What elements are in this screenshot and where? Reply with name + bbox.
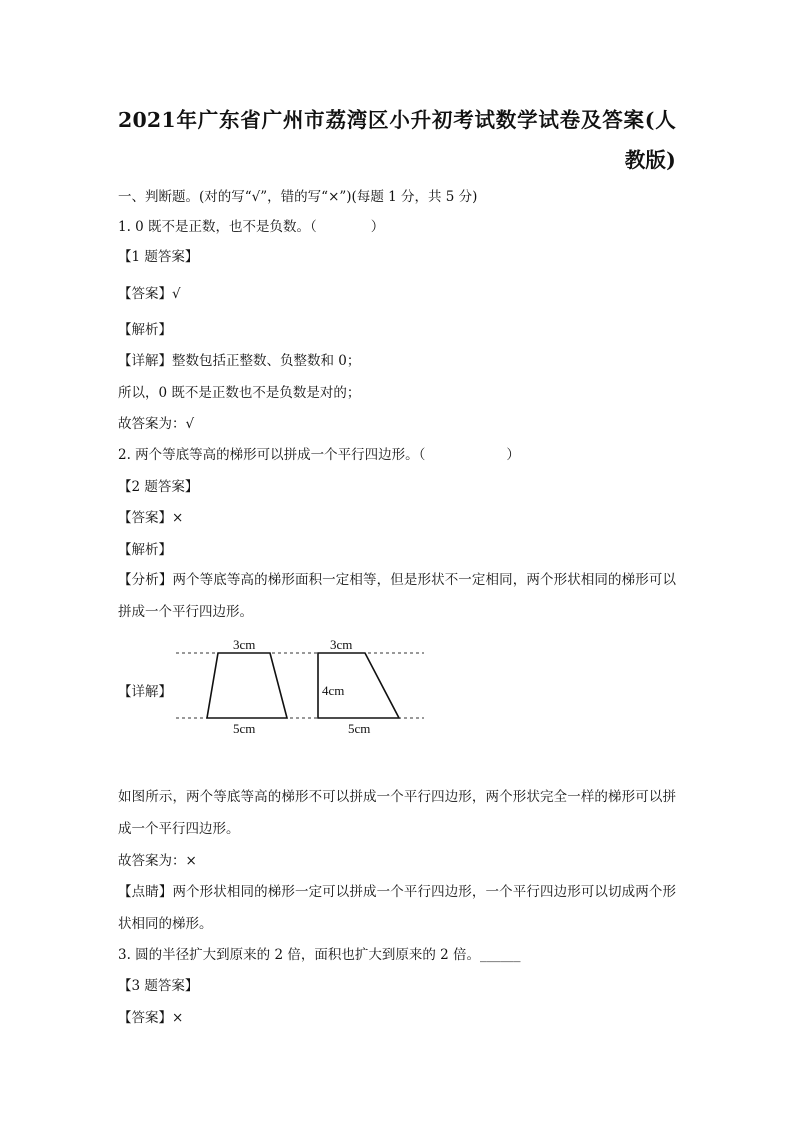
- q2-tag: 【2 题答案】: [118, 479, 199, 495]
- q3-answer: 【答案】×: [118, 1010, 184, 1026]
- q2-question: 2. 两个等底等高的梯形可以拼成一个平行四边形。（ ）: [118, 447, 520, 463]
- q1-conclusion: 故答案为：√: [118, 416, 195, 432]
- height-label: 4cm: [322, 683, 345, 698]
- document-title: [118, 100, 676, 180]
- q1-tag: 【1 题答案】: [118, 249, 199, 265]
- q2-analysis-tag: 【解析】: [118, 542, 172, 558]
- title-line-2: 教版): [624, 148, 676, 172]
- section-heading: 一、判断题。(对的写“√”，错的写“×”)(每题 1 分，共 5 分): [118, 189, 478, 205]
- top-label-2: 3cm: [330, 637, 353, 652]
- bottom-label-2: 5cm: [348, 721, 371, 736]
- q3-tag: 【3 题答案】: [118, 978, 199, 994]
- q1-question: 1. 0 既不是正数，也不是负数。（ ）: [118, 219, 385, 235]
- q1-answer: 【答案】√: [118, 286, 181, 302]
- q1-detail: 【详解】整数包括正整数、负整数和 0；: [118, 353, 361, 369]
- q2-explain: 如图所示，两个等底等高的梯形不可以拼成一个平行四边形，两个形状完全一样的梯形可以拼成一个平行四边形。: [118, 789, 676, 837]
- bottom-label-1: 5cm: [233, 721, 256, 736]
- q2-conclusion: 故答案为：×: [118, 853, 197, 869]
- q3-question: 3. 圆的半径扩大到原来的 2 倍，面积也扩大到原来的 2 倍。______: [118, 947, 521, 963]
- trapezoid-figure: [118, 632, 438, 742]
- title-line-1: 2021年广东省广州市荔湾区小升初考试数学试卷及答案(人: [118, 108, 676, 132]
- q2-detail-label: 【详解】: [118, 684, 172, 700]
- q1-analysis-tag: 【解析】: [118, 322, 172, 338]
- isosceles-trapezoid: [207, 653, 287, 718]
- q2-answer: 【答案】×: [118, 510, 184, 526]
- q2-dianjing: 【点睛】两个形状相同的梯形一定可以拼成一个平行四边形，一个平行四边形可以切成两个形状相同的梯形。: [118, 884, 676, 932]
- top-label-1: 3cm: [233, 637, 256, 652]
- q1-detail-2: 所以，0 既不是正数也不是负数是对的；: [118, 385, 361, 401]
- q2-fenxi: 【分析】两个等底等高的梯形面积一定相等，但是形状不一定相同，两个形状相同的梯形可以拼成一个平行四边形。: [118, 572, 676, 620]
